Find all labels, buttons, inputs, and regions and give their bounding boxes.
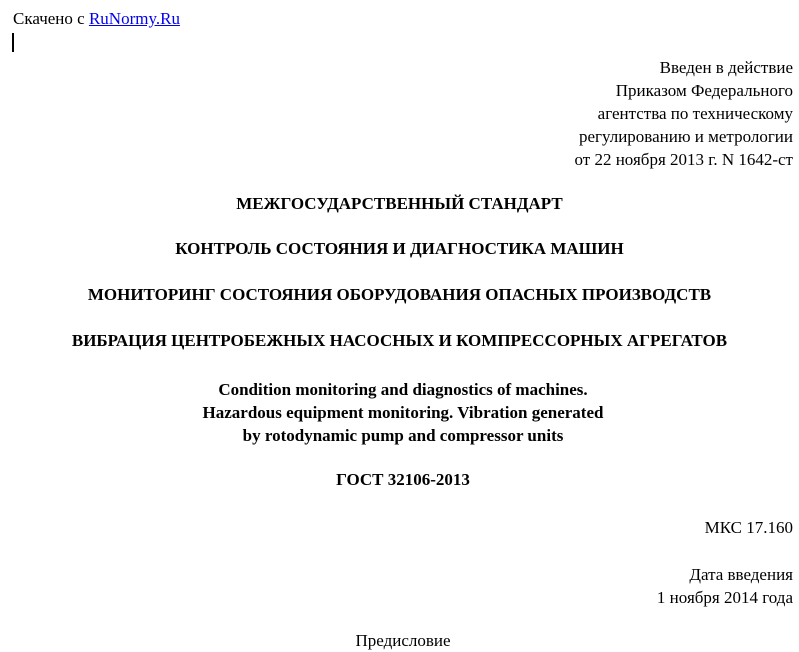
text-cursor	[12, 33, 14, 52]
heading-vibration: ВИБРАЦИЯ ЦЕНТРОБЕЖНЫХ НАСОСНЫХ И КОМПРЕССОРНЫХ АГРЕГАТОВ	[71, 331, 728, 350]
enactment-block	[575, 56, 794, 171]
enactment-line: агентства по техническому	[597, 104, 793, 123]
standard-number: ГОСТ 32106-2013	[336, 470, 470, 489]
enactment-line: от 22 ноября 2013 г. N 1642-ст	[574, 150, 793, 169]
preface-heading: Предисловие	[355, 631, 451, 650]
english-title-line: Condition monitoring and diagnostics of machines.	[218, 380, 588, 399]
english-title	[0, 378, 799, 447]
enactment-line: Введен в действие	[659, 58, 793, 77]
source-line	[13, 9, 180, 29]
heading-condition-monitoring: КОНТРОЛЬ СОСТОЯНИЯ И ДИАГНОСТИКА МАШИН	[175, 239, 624, 258]
mks-code: МКС 17.160	[704, 518, 793, 537]
english-title-line: by rotodynamic pump and compressor units	[242, 426, 564, 445]
english-title-line: Hazardous equipment monitoring. Vibration generated	[202, 403, 604, 422]
heading-interstate-standard: МЕЖГОСУДАРСТВЕННЫЙ СТАНДАРТ	[236, 194, 563, 213]
enactment-line: регулированию и метрологии	[578, 127, 793, 146]
runormy-link[interactable]: RuNormy.Ru	[88, 9, 180, 28]
enactment-line: Приказом Федерального	[615, 81, 793, 100]
heading-hazardous-monitoring: МОНИТОРИНГ СОСТОЯНИЯ ОБОРУДОВАНИЯ ОПАСНЫХ ПРОИЗВОДСТВ	[87, 285, 712, 304]
intro-date-label: Дата введения	[689, 565, 793, 584]
intro-date-value: 1 ноября 2014 года	[656, 588, 793, 607]
source-prefix: Скачено с	[13, 9, 89, 28]
